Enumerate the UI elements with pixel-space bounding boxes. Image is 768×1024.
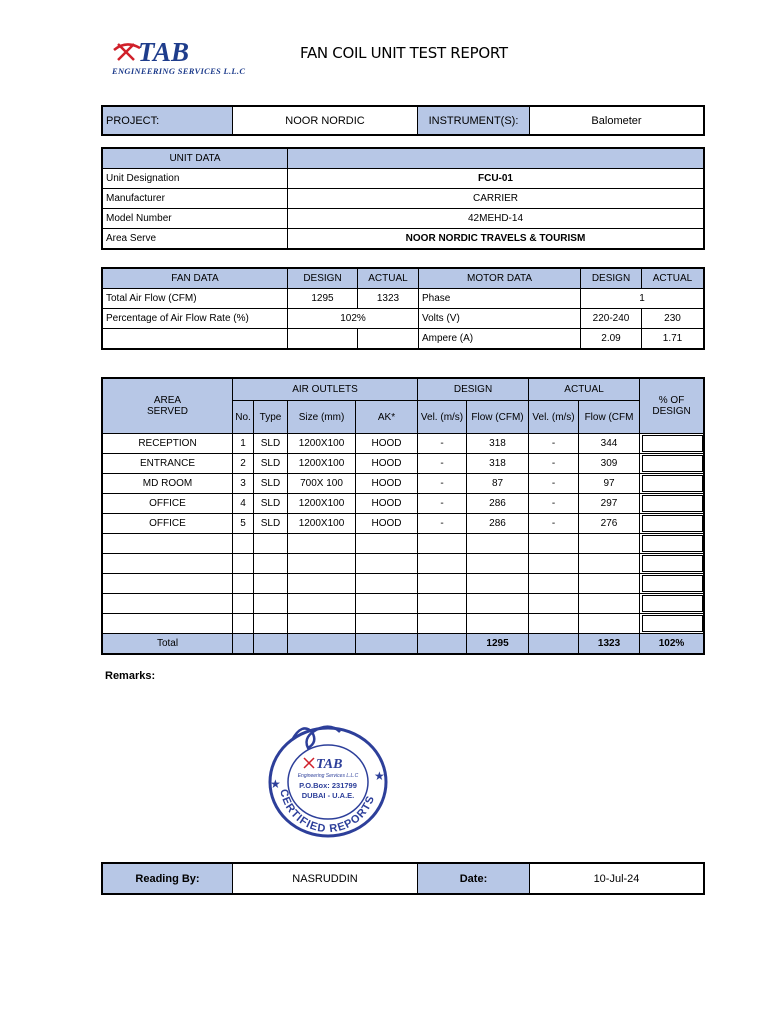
unit-data-label: Manufacturer [103, 189, 288, 209]
project-table [102, 106, 704, 135]
col-actual-flow-heading: Flow (CFM [579, 401, 640, 434]
motor-design-value: 220-240 [581, 309, 642, 329]
project-value: NOOR NORDIC [233, 107, 418, 135]
outlet-rows [103, 434, 704, 634]
col-design-vel-heading [418, 401, 467, 434]
outlet-design-vel [418, 614, 467, 634]
area-heading-line2: SERVED [147, 406, 188, 417]
outlet-ak: HOOD [356, 474, 418, 494]
remarks-label: Remarks: [105, 670, 156, 682]
outlet-design-vel: - [418, 494, 467, 514]
outlet-type [254, 594, 288, 614]
outlet-type [254, 574, 288, 594]
motor-design-value: 2.09 [581, 329, 642, 349]
fan-actual-value: 1323 [358, 289, 419, 309]
outlet-size [288, 594, 356, 614]
unit-data-label: Area Serve [103, 229, 288, 249]
design-heading: DESIGN [418, 379, 529, 401]
outlet-size: 1200X100 [288, 454, 356, 474]
outlet-no: 2 [233, 454, 254, 474]
motor-label: Volts (V) [419, 309, 581, 329]
total-blank [254, 634, 288, 654]
pct-heading-line1: % OF [658, 395, 685, 406]
outlet-pct [640, 594, 704, 614]
motor-label: Phase [419, 289, 581, 309]
outlet-pct-box [642, 475, 703, 492]
outlet-pct-box [642, 435, 703, 452]
outlet-area: RECEPTION [103, 434, 233, 454]
fan-label: Percentage of Air Flow Rate (%) [103, 309, 288, 329]
outlet-no: 4 [233, 494, 254, 514]
outlet-pct [640, 614, 704, 634]
total-actual-flow: 1323 [579, 634, 640, 654]
vel-unit: (m/s) [551, 411, 575, 423]
outlet-no: 3 [233, 474, 254, 494]
motor-data-heading: MOTOR DATA [419, 269, 581, 289]
actual-heading: ACTUAL [529, 379, 640, 401]
fan-data-heading: FAN DATA [103, 269, 288, 289]
certified-stamp [262, 718, 394, 842]
outlet-actual-flow: 344 [579, 434, 640, 454]
fan-motor-row [103, 289, 704, 309]
outlet-design-flow [467, 534, 529, 554]
outlet-type: SLD [254, 514, 288, 534]
outlet-row [103, 494, 704, 514]
outlet-type: SLD [254, 494, 288, 514]
outlet-area [103, 554, 233, 574]
total-pct: 102% [640, 634, 704, 654]
outlet-pct-box [642, 555, 703, 572]
outlet-pct [640, 474, 704, 494]
outlet-area: OFFICE [103, 514, 233, 534]
reading-by-label: Reading By: [103, 864, 233, 894]
vel-unit: (m/s) [440, 411, 464, 423]
outlet-actual-vel: - [529, 474, 579, 494]
outlet-design-vel [418, 594, 467, 614]
col-size-text: Size [298, 411, 319, 423]
outlet-row [103, 574, 704, 594]
svg-text:★: ★ [270, 777, 281, 791]
stamp-company: Engineering Services L.L.C [297, 773, 359, 779]
unit-data-row [103, 169, 704, 189]
outlet-actual-flow [579, 594, 640, 614]
outlet-actual-flow [579, 574, 640, 594]
outlet-ak: HOOD [356, 494, 418, 514]
outlet-actual-vel [529, 574, 579, 594]
stamp-ring-text: CERTIFIED REPORTS [277, 788, 378, 836]
total-label: Total [103, 634, 233, 654]
fan-label: Total Air Flow (CFM) [103, 289, 288, 309]
reading-table [102, 863, 704, 894]
motor-actual-value: 1.71 [642, 329, 704, 349]
outlet-actual-flow: 276 [579, 514, 640, 534]
outlet-pct [640, 534, 704, 554]
outlet-ak [356, 554, 418, 574]
unit-data-value: 42MEHD-14 [288, 209, 704, 229]
outlet-row [103, 554, 704, 574]
total-blank [418, 634, 467, 654]
outlet-area: ENTRANCE [103, 454, 233, 474]
outlet-size: 700X 100 [288, 474, 356, 494]
fan-design-value: 1295 [288, 289, 358, 309]
total-blank [233, 634, 254, 654]
vel-text: Vel. [420, 411, 438, 423]
outlet-design-flow: 286 [467, 514, 529, 534]
stamp-po-box: P.O.Box: 231799 [299, 781, 357, 790]
outlet-row [103, 434, 704, 454]
motor-label: Ampere (A) [419, 329, 581, 349]
logo-text: TAB [138, 37, 190, 66]
outlet-design-vel: - [418, 474, 467, 494]
outlet-row [103, 514, 704, 534]
col-design-flow-heading: Flow (CFM) [467, 401, 529, 434]
outlet-pct [640, 494, 704, 514]
outlet-area: OFFICE [103, 494, 233, 514]
outlet-actual-flow [579, 614, 640, 634]
outlet-actual-flow: 97 [579, 474, 640, 494]
unit-data-label: Unit Designation [103, 169, 288, 189]
vel-text: Vel. [532, 411, 550, 423]
outlet-area [103, 574, 233, 594]
outlet-actual-vel [529, 594, 579, 614]
company-name: ENGINEERING SERVICES L.L.C [112, 66, 246, 76]
outlet-row [103, 454, 704, 474]
outlet-pct [640, 554, 704, 574]
outlet-pct-box [642, 595, 703, 612]
area-heading-line1: AREA [153, 395, 182, 406]
date-label: Date: [418, 864, 530, 894]
outlet-pct-box [642, 615, 703, 632]
outlet-pct-box [642, 495, 703, 512]
outlet-type: SLD [254, 474, 288, 494]
outlet-size [288, 554, 356, 574]
outlet-design-flow [467, 594, 529, 614]
outlet-design-vel: - [418, 434, 467, 454]
area-served-heading [103, 379, 233, 434]
fan-motor-row [103, 329, 704, 349]
unit-data-heading: UNIT DATA [103, 149, 288, 169]
outlet-size [288, 614, 356, 634]
outlet-actual-flow: 309 [579, 454, 640, 474]
date-value: 10-Jul-24 [530, 864, 704, 894]
instrument-value: Balometer [530, 107, 704, 135]
company-logo [112, 36, 252, 80]
reading-by-value: NASRUDDIN [233, 864, 418, 894]
outlet-design-flow [467, 614, 529, 634]
outlet-actual-vel [529, 614, 579, 634]
unit-data-value: FCU-01 [288, 169, 704, 189]
unit-data-heading-blank [288, 149, 704, 169]
unit-data-row [103, 189, 704, 209]
outlet-ak [356, 614, 418, 634]
unit-data-value: NOOR NORDIC TRAVELS & TOURISM [288, 229, 704, 249]
fan-motor-table [102, 268, 704, 349]
outlet-area [103, 614, 233, 634]
outlet-pct [640, 514, 704, 534]
outlet-size: 1200X100 [288, 434, 356, 454]
unit-data-label: Model Number [103, 209, 288, 229]
unit-data-value: CARRIER [288, 189, 704, 209]
outlet-size: 1200X100 [288, 494, 356, 514]
outlet-size [288, 534, 356, 554]
outlet-pct-box [642, 515, 703, 532]
outlet-row [103, 594, 704, 614]
pct-design-heading [640, 379, 704, 434]
outlet-ak: HOOD [356, 454, 418, 474]
outlet-design-flow: 286 [467, 494, 529, 514]
outlet-design-vel: - [418, 454, 467, 474]
svg-text:★: ★ [374, 769, 385, 783]
outlet-row [103, 474, 704, 494]
outlet-ak: HOOD [356, 514, 418, 534]
col-no-heading: No. [233, 401, 254, 434]
outlet-area: MD ROOM [103, 474, 233, 494]
outlet-design-vel [418, 554, 467, 574]
outlet-ak [356, 594, 418, 614]
outlet-pct [640, 574, 704, 594]
outlet-pct-box [642, 575, 703, 592]
outlet-no [233, 534, 254, 554]
tab-logo-mark [112, 36, 242, 66]
unit-data-row [103, 229, 704, 249]
outlet-design-vel [418, 534, 467, 554]
total-blank [529, 634, 579, 654]
motor-merged-value: 1 [581, 289, 704, 309]
motor-actual-heading: ACTUAL [642, 269, 704, 289]
outlet-no [233, 594, 254, 614]
outlet-actual-vel: - [529, 454, 579, 474]
outlet-ak [356, 574, 418, 594]
outlet-row [103, 614, 704, 634]
motor-design-heading: DESIGN [581, 269, 642, 289]
fan-design-value [288, 329, 358, 349]
col-size-heading [288, 401, 356, 434]
unit-data-row [103, 209, 704, 229]
outlet-actual-vel: - [529, 434, 579, 454]
col-ak-heading: AK* [356, 401, 418, 434]
project-label: PROJECT: [103, 107, 233, 135]
outlet-design-flow: 318 [467, 454, 529, 474]
fan-label [103, 329, 288, 349]
unit-data-table [102, 148, 704, 249]
outlet-actual-vel [529, 554, 579, 574]
stamp-logo: TAB [316, 757, 343, 772]
outlet-row [103, 534, 704, 554]
outlet-actual-vel [529, 534, 579, 554]
total-blank [288, 634, 356, 654]
instrument-label: INSTRUMENT(S): [418, 107, 530, 135]
outlet-no [233, 554, 254, 574]
outlet-ak: HOOD [356, 434, 418, 454]
outlet-actual-flow [579, 554, 640, 574]
total-blank [356, 634, 418, 654]
outlet-actual-flow [579, 534, 640, 554]
col-actual-vel-heading [529, 401, 579, 434]
fan-actual-value [358, 329, 419, 349]
outlet-no [233, 574, 254, 594]
total-design-flow: 1295 [467, 634, 529, 654]
outlet-design-flow [467, 554, 529, 574]
outlet-ak [356, 534, 418, 554]
col-type-heading: Type [254, 401, 288, 434]
outlet-pct-box [642, 455, 703, 472]
air-outlets-table [102, 378, 704, 654]
outlet-area [103, 594, 233, 614]
total-row [103, 634, 704, 654]
fan-merged-value: 102% [288, 309, 419, 329]
outlet-type: SLD [254, 454, 288, 474]
motor-actual-value: 230 [642, 309, 704, 329]
outlet-type [254, 614, 288, 634]
outlet-type [254, 534, 288, 554]
fan-actual-heading: ACTUAL [358, 269, 419, 289]
outlet-actual-flow: 297 [579, 494, 640, 514]
outlet-no: 5 [233, 514, 254, 534]
outlet-design-flow: 318 [467, 434, 529, 454]
report-title: FAN COIL UNIT TEST REPORT [300, 44, 508, 62]
outlet-area [103, 534, 233, 554]
outlet-size [288, 574, 356, 594]
col-size-unit: (mm) [320, 411, 345, 423]
outlet-design-vel: - [418, 514, 467, 534]
outlet-type: SLD [254, 434, 288, 454]
outlet-design-vel [418, 574, 467, 594]
outlet-design-flow [467, 574, 529, 594]
outlet-no [233, 614, 254, 634]
outlet-type [254, 554, 288, 574]
stamp-city: DUBAI - U.A.E. [301, 791, 355, 800]
outlet-actual-vel: - [529, 494, 579, 514]
air-outlets-heading: AIR OUTLETS [233, 379, 418, 401]
outlet-pct [640, 434, 704, 454]
outlet-size: 1200X100 [288, 514, 356, 534]
fan-design-heading: DESIGN [288, 269, 358, 289]
outlet-actual-vel: - [529, 514, 579, 534]
outlet-design-flow: 87 [467, 474, 529, 494]
fan-motor-row [103, 309, 704, 329]
outlet-pct [640, 454, 704, 474]
outlet-pct-box [642, 535, 703, 552]
outlet-no: 1 [233, 434, 254, 454]
pct-heading-line2: DESIGN [652, 406, 691, 417]
